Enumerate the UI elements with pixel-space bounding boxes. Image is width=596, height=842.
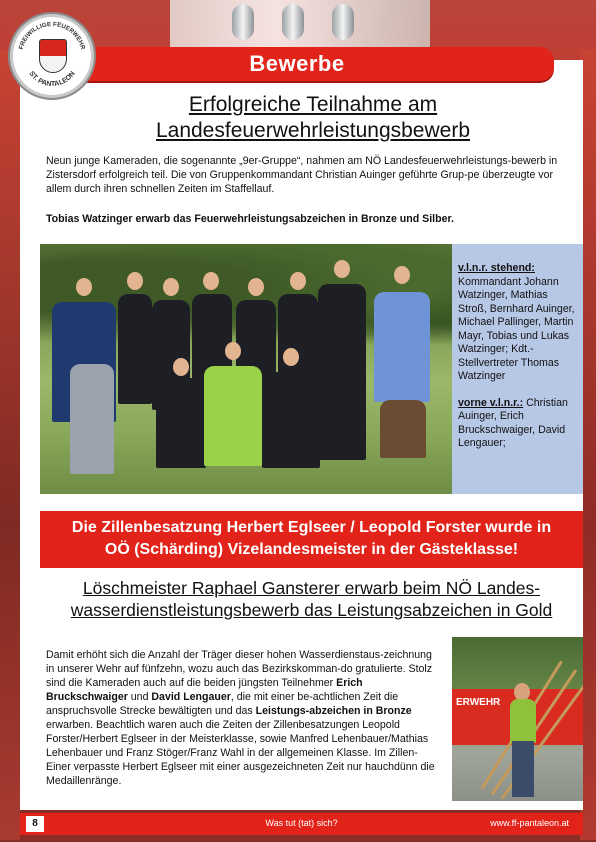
team-group-photo <box>40 244 452 494</box>
shield-icon <box>39 39 67 73</box>
page-number: 8 <box>26 816 44 832</box>
award-name: Leistungs-abzeichen in Bronze <box>255 705 412 717</box>
caption-standing-label: v.l.n.r. stehend: <box>458 262 535 274</box>
section-header-bar <box>40 47 554 81</box>
page-footer <box>20 813 583 835</box>
article1-intro: Neun junge Kameraden, die sogenannte „9er-Gruppe“, nahmen am NÖ Landesfeuerwehrleistungs-bewerb in Zistersdorf erfolgreich teil. Die von Gruppenkommandant Christian Auinger geführte Grup-pe überzeugte vor allem durch ihren schnellen Zeiten im Staffellauf. <box>46 155 558 195</box>
article2-headline-line2: wasserdienstleistungsbewerb das Leistungsabzeichen in Gold <box>70 600 553 620</box>
caption-front-label: vorne v.l.n.r.: <box>458 396 524 409</box>
fire-brigade-logo <box>10 14 94 98</box>
banner-line1: Die Zillenbesatzung Herbert Eglseer / Leopold Forster wurde in <box>71 519 552 536</box>
rescuer-photo <box>452 637 583 801</box>
highlight-banner <box>40 511 583 568</box>
article2-text-3: erwarben. Beachtlich waren auch die Zeiten der Zillenbesatzungen Leopold Forster/Herbert Eglseer in der Meisterklasse, sowie Manfred Lehenbauer/Mathias Lehenbauer und Franz Stöger/Franz Wahl in der allgemeinen Klasse. Im Zillen-Einer verpasste Herbert Eglseer mit einer ausgezeichneten Zeit nur hauchdünn die Medaillenränge. <box>46 719 435 787</box>
svg-text:ST. PANTALEON: ST. PANTALEON <box>27 70 77 89</box>
article2-text-1: Damit erhöht sich die Anzahl der Träger dieser hohen Wasserdienstaus-zeichnung in unserer Wehr auf fünfzehn, wozu auch das Bezirkskomman-do gratulierte. Stolz sind die Kameraden auch auf die beiden jüngsten Teilnehmer <box>46 649 433 689</box>
caption-front-names: Christian Auinger, Erich Bruckschwaiger, David Lengauer; <box>458 396 568 449</box>
article1-bold-note: Tobias Watzinger erwarb das Feuerwehrleistungsabzeichen in Bronze und Silber. <box>46 213 454 225</box>
participant-name-2: David Lengauer <box>151 691 231 703</box>
article2-text-and: und <box>127 691 152 703</box>
article2-body <box>46 648 441 788</box>
footer-slogan: Was tut (tat) sich? <box>265 818 338 828</box>
participant-name-1: Erich Bruckschwaiger <box>46 677 363 703</box>
footer-website: www.ff-pantaleon.at <box>490 818 569 828</box>
article1-headline-line2: Landesfeuerwehrleistungsbewerb <box>155 119 471 142</box>
article1-headline <box>30 92 596 144</box>
article2-headline <box>40 577 583 621</box>
article2-headline-line1: Löschmeister Raphael Gansterer erwarb beim NÖ Landes- <box>82 578 541 598</box>
section-title: Bewerbe <box>249 51 345 76</box>
banner-line2: OÖ (Schärding) Vizelandesmeister in der Gästeklasse! <box>104 541 519 558</box>
svg-text:FREIWILLIGE FEUERWEHR: FREIWILLIGE FEUERWEHR <box>17 20 87 51</box>
photo-caption <box>452 244 583 494</box>
article2-text-2: , die mit einer be-achtlichen Zeit die anspruchsvolle Strecke bewältigten und das <box>46 691 399 717</box>
truck-lettering: ERWEHR <box>456 697 501 708</box>
article1-headline-line1: Erfolgreiche Teilnahme am <box>188 93 438 116</box>
caption-standing-names: Kommandant Johann Watzinger, Mathias Stroß, Bernhard Auinger, Michael Pallinger, Martin Mayr, Tobias und Lukas Watzinger; Kdt.-Stellvertreter Thomas Watzinger <box>458 275 575 382</box>
